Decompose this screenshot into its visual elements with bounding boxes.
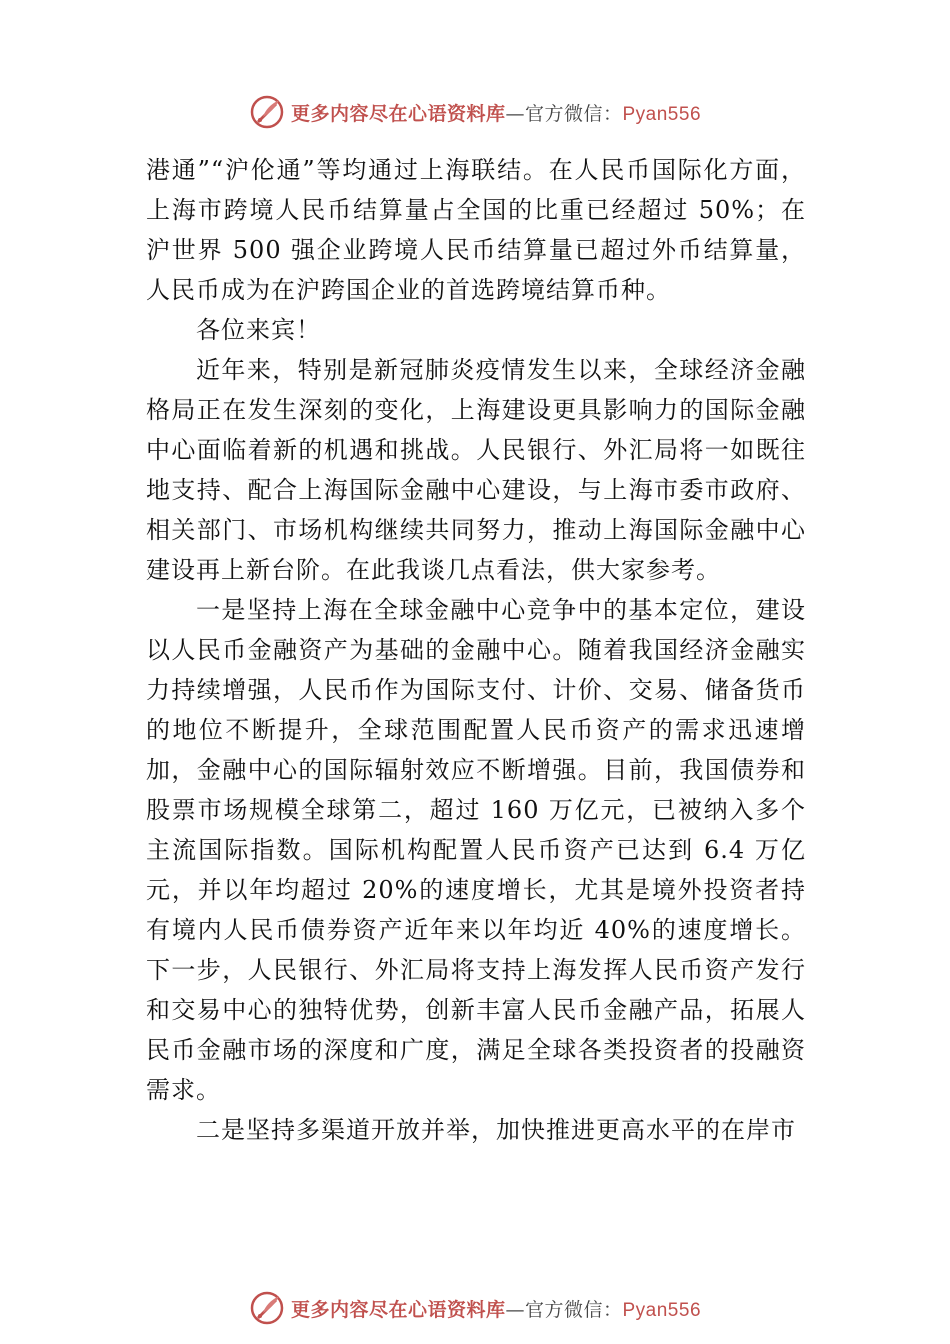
quill-pen-logo-icon: [249, 94, 285, 130]
paragraph-greeting: 各位来宾！: [196, 316, 321, 344]
wechat-id: Pyan556: [622, 1299, 702, 1321]
paragraph-continued: 港通”“沪伦通”等均通过上海联结。在人民币国际化方面，上海市跨境人民币结算量占全国的比重已经超过 50%；在沪世界 500 强企业跨境人民币结算量已超过外币结算量，人民币成为在沪跨国企业的首选跨境结算币种。: [146, 156, 806, 304]
footer-banner: [0, 1288, 950, 1328]
document-body: [146, 150, 806, 1150]
paragraph-intro: 近年来，特别是新冠肺炎疫情发生以来，全球经济金融格局正在发生深刻的变化，上海建设更具影响力的国际金融中心面临着新的机遇和挑战。人民银行、外汇局将一如既往地支持、配合上海国际金融中心建设，与上海市委市政府、 相关部门、市场机构继续共同努力，推动上海国际金融中心建设再上新台阶。在此我谈几点看法，供大家参考。: [146, 356, 806, 584]
wechat-label: 官方微信：: [524, 102, 623, 125]
paragraph-point-two: 二是坚持多渠道开放并举，加快推进更高水平的在岸市: [196, 1116, 796, 1144]
header-banner: [0, 92, 950, 132]
banner-separator: —: [505, 1298, 525, 1321]
brand-text: 更多内容尽在心语资料库: [290, 1298, 506, 1321]
paragraph-point-one: 一是坚持上海在全球金融中心竞争中的基本定位，建设以人民币金融资产为基础的金融中心。随着我国经济金融实力持续增强，人民币作为国际支付、计价、交易、储备货币的地位不断提升，全球范围配置人民币资产的需求迅速增加，金融中心的国际辐射效应不断增强。目前，我国债券和股票市场规模全球第二，超过 160 万亿元，已被纳入多个主流国际指数。国际机构配置人民币资产已达到 6.4 万亿元，并以年均超过 20%的速度增长，尤其是境外投资者持有境内人民币债券资产近年来以年均近 40%的速度增长。下一步，人民银行、外汇局将支持上海发挥人民币资产发行和交易中心的独特优势，创新丰富人民币金融产品，拓展人民币金融市场的深度和广度，满足全球各类投资者的投融资需求。: [146, 596, 806, 1104]
banner-text: [291, 99, 701, 126]
wechat-label: 官方微信：: [524, 1298, 623, 1321]
banner-text: [291, 1295, 701, 1322]
wechat-id: Pyan556: [622, 103, 702, 125]
brand-text: 更多内容尽在心语资料库: [290, 102, 506, 125]
quill-pen-logo-icon: [249, 1290, 285, 1326]
banner-separator: —: [505, 102, 525, 125]
